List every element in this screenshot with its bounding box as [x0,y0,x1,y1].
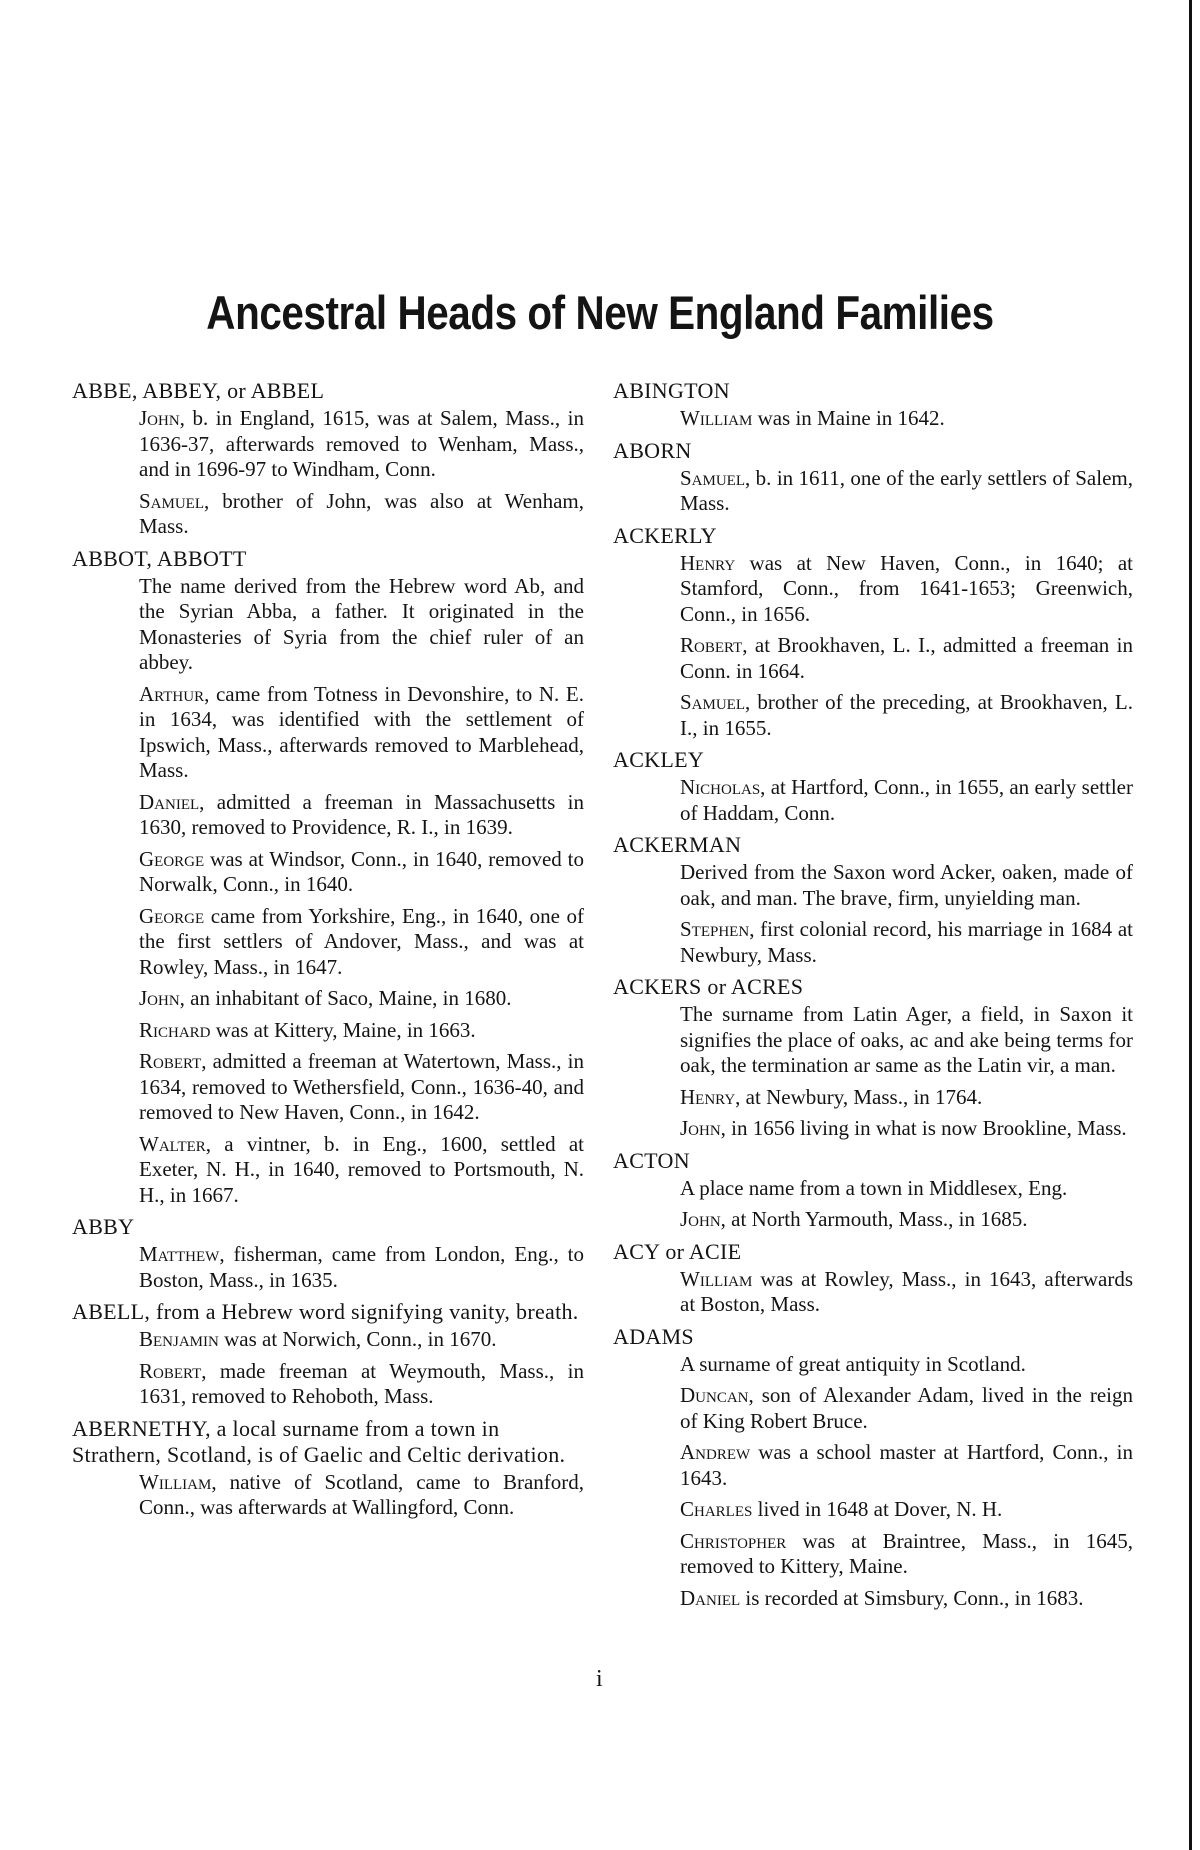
right-column [613,378,1133,1617]
entry-paragraph [139,406,584,483]
entry-paragraph [139,489,584,540]
entry-text: , first colonial record, his marriage in 1684 at Newbury, Mass. [680,917,1133,967]
entry-paragraph [680,1116,1133,1142]
entry-paragraph [680,1529,1133,1580]
surname-heading: ABBE, ABBEY, or ABBEL [72,378,325,403]
entry-paragraph [680,775,1133,826]
entry-paragraph [139,682,584,784]
surname-heading: ACKERMAN [613,832,742,857]
entry-text: was at Kittery, Maine, in 1663. [210,1017,476,1042]
person-name: Samuel [139,488,205,513]
entry-paragraph [680,1352,1133,1378]
entry-paragraph [680,1586,1133,1612]
entry-paragraph [139,1470,584,1521]
entry-text: , came from Totness in Devonshire, to N. E. in 1634, was identified with the settlement of Ipswich, Mass., afterwards removed to Marblehead, Mass. [139,681,584,782]
entry-paragraph [139,904,584,981]
surname-entry [72,1299,584,1410]
entry-text: , a vintner, b. in Eng., 1600, settled at Exeter, N. H., in 1640, removed to Portsmouth, N. H., in 1667. [139,1131,584,1207]
entry-text: is recorded at Simsbury, Conn., in 1683. [740,1585,1084,1610]
entry-text: , b. in 1611, one of the early settlers of Salem, Mass. [680,465,1133,515]
person-name: William [139,1469,212,1494]
entry-paragraph [139,1359,584,1410]
entry-text: , in 1656 living in what is now Brookline, Mass. [720,1116,1127,1140]
surname-entry [613,832,1133,968]
surname-heading: ABORN [613,437,692,463]
surname-heading: ACKERS or ACRES [613,974,804,999]
person-name: Robert [139,1358,202,1383]
entry-text: Derived from the Saxon word Acker, oaken, made of oak, and man. The brave, firm, unyielding man. [680,860,1133,910]
entry-text: , fisherman, came from London, Eng., to Boston, Mass., in 1635. [139,1242,584,1292]
person-name: Arthur [139,681,205,706]
person-name: Robert [680,633,743,657]
entry-text: , at Hartford, Conn., in 1655, an early settler of Haddam, Conn. [680,775,1133,825]
person-name: Duncan [680,1383,749,1407]
surname-entry [72,1214,584,1293]
person-name: Stephen [680,917,750,941]
entry-paragraph [680,466,1133,517]
entry-text: was at Windsor, Conn., in 1640, removed to Norwalk, Conn., in 1640. [139,846,584,896]
entry-text: A surname of great antiquity in Scotland. [680,1351,1026,1376]
entry-text: , at Brookhaven, L. I., admitted a freeman in Conn. in 1664. [680,633,1133,683]
entry-paragraph [139,1049,584,1126]
page-number: i [596,1666,603,1692]
entry-paragraph [680,860,1133,911]
entry-paragraph [680,1085,1133,1111]
surname-entry [613,1239,1133,1318]
entry-paragraph [680,633,1133,684]
person-name: William [680,1266,753,1291]
surname-entry [72,546,584,1209]
entry-text: lived in 1648 at Dover, N. H. [752,1497,1003,1521]
surname-heading: ABELL, from a Hebrew word signifying vanity, breath. [72,1299,579,1324]
entry-paragraph [680,917,1133,968]
entry-paragraph [680,406,1133,432]
surname-entry [72,378,584,540]
person-name: Benjamin [139,1327,219,1351]
entry-paragraph [139,847,584,898]
person-name: John [139,406,180,430]
entry-text: came from Yorkshire, Eng., in 1640, one of the first settlers of Andover, Mass., and was at Rowley, Mass., in 1647. [139,903,584,979]
person-name: Richard [139,1017,211,1042]
surname-entry [613,1148,1133,1233]
entry-paragraph [680,1002,1133,1079]
person-name: Andrew [680,1440,751,1464]
person-name: Matthew [139,1242,220,1266]
entry-text: was a school master at Hartford, Conn., in 1643. [680,1440,1133,1490]
entry-text: , an inhabitant of Saco, Maine, in 1680. [179,986,512,1010]
surname-heading: ADAMS [613,1323,694,1349]
entry-text: A place name from a town in Middlesex, Eng. [680,1175,1068,1200]
entry-text: , at Newbury, Mass., in 1764. [735,1084,983,1109]
entry-text: , admitted a freeman in Massachusetts in 1630, removed to Providence, R. I., in 1639. [139,789,584,839]
entry-text: , at North Yarmouth, Mass., in 1685. [720,1207,1028,1231]
entry-text: , son of Alexander Adam, lived in the reign of King Robert Bruce. [680,1383,1133,1433]
entry-paragraph [139,1242,584,1293]
surname-entry [613,378,1133,432]
page-title: Ancestral Heads of New England Families [206,286,994,339]
person-name: John [680,1116,721,1140]
entry-paragraph [680,1383,1133,1434]
person-name: Daniel [139,789,200,814]
person-name: John [139,986,180,1010]
entry-paragraph [139,1132,584,1209]
surname-heading: ACKLEY [613,747,705,772]
entry-text: was at New Haven, Conn., in 1640; at Stamford, Conn., from 1641-1653; Greenwich, Conn., in 1656. [680,550,1133,626]
surname-heading: ABERNETHY, a local surname from a town in Strathern, Scotland, is of Gaelic and Celtic derivation. [72,1415,566,1467]
entry-text: was in Maine in 1642. [752,406,945,430]
person-name: Henry [680,550,736,575]
entry-text: The surname from Latin Ager, a field, in Saxon it signifies the place of oaks, ac and ake being terms for oak, the termination ar same as the Latin vir, a man. [680,1002,1133,1077]
entry-paragraph [139,986,584,1012]
entry-text: , brother of the preceding, at Brookhaven, L. I., in 1655. [680,690,1133,740]
entry-paragraph [139,1327,584,1353]
entry-paragraph [680,1497,1133,1523]
surname-entry [72,1416,584,1521]
entry-text: , native of Scotland, came to Branford, Conn., was afterwards at Wallingford, Conn. [139,1469,584,1519]
surname-heading: ACY or ACIE [613,1238,742,1264]
entry-text: , admitted a freeman at Watertown, Mass., in 1634, removed to Wethersfield, Conn., 1636-40, and removed to New Haven, Conn., in 1642. [139,1049,584,1124]
surname-heading: ABINGTON [613,378,730,403]
entry-text: , made freeman at Weymouth, Mass., in 1631, removed to Rehoboth, Mass. [139,1358,584,1408]
entry-paragraph [139,574,584,676]
person-name: Charles [680,1497,753,1521]
entry-text: The name derived from the Hebrew word Ab, and the Syrian Abba, a father. It originated in the Monasteries of Syria from the chief ruler of an abbey. [139,573,584,674]
surname-heading: ABBOT, ABBOTT [72,545,247,571]
person-name: Henry [680,1084,736,1109]
surname-entry [613,974,1133,1142]
person-name: Samuel [680,465,746,490]
entry-paragraph [139,1018,584,1044]
person-name: Walter [139,1131,206,1156]
surname-heading: ACTON [613,1147,690,1173]
person-name: William [680,406,753,430]
entry-text: was at Rowley, Mass., in 1643, afterwards at Boston, Mass. [680,1266,1133,1316]
entry-paragraph [680,1267,1133,1318]
person-name: Nicholas [680,775,761,799]
surname-entry [613,747,1133,826]
left-column [72,378,584,1527]
entry-paragraph [680,690,1133,741]
entry-paragraph [680,1176,1133,1202]
person-name: George [139,846,205,871]
entry-text: , b. in England, 1615, was at Salem, Mass., in 1636-37, afterwards removed to Wenham, Mass., and in 1696-97 to Windham, Conn. [139,406,584,481]
surname-heading: ABBY [72,1214,135,1239]
entry-text: was at Braintree, Mass., in 1645, removed to Kittery, Maine. [680,1528,1133,1578]
person-name: John [680,1207,721,1231]
entry-paragraph [139,790,584,841]
surname-entry [613,438,1133,517]
surname-heading: ACKERLY [613,522,717,548]
page-edge-rule [1189,0,1192,1850]
person-name: Christopher [680,1528,787,1553]
person-name: Robert [139,1049,202,1073]
person-name: Daniel [680,1585,741,1610]
entry-text: was at Norwich, Conn., in 1670. [218,1327,497,1351]
entry-paragraph [680,1440,1133,1491]
person-name: George [139,903,205,928]
entry-text: , brother of John, was also at Wenham, Mass. [139,488,584,538]
entry-paragraph [680,551,1133,628]
person-name: Samuel [680,690,746,714]
entry-paragraph [680,1207,1133,1233]
surname-entry [613,523,1133,742]
surname-entry [613,1324,1133,1612]
